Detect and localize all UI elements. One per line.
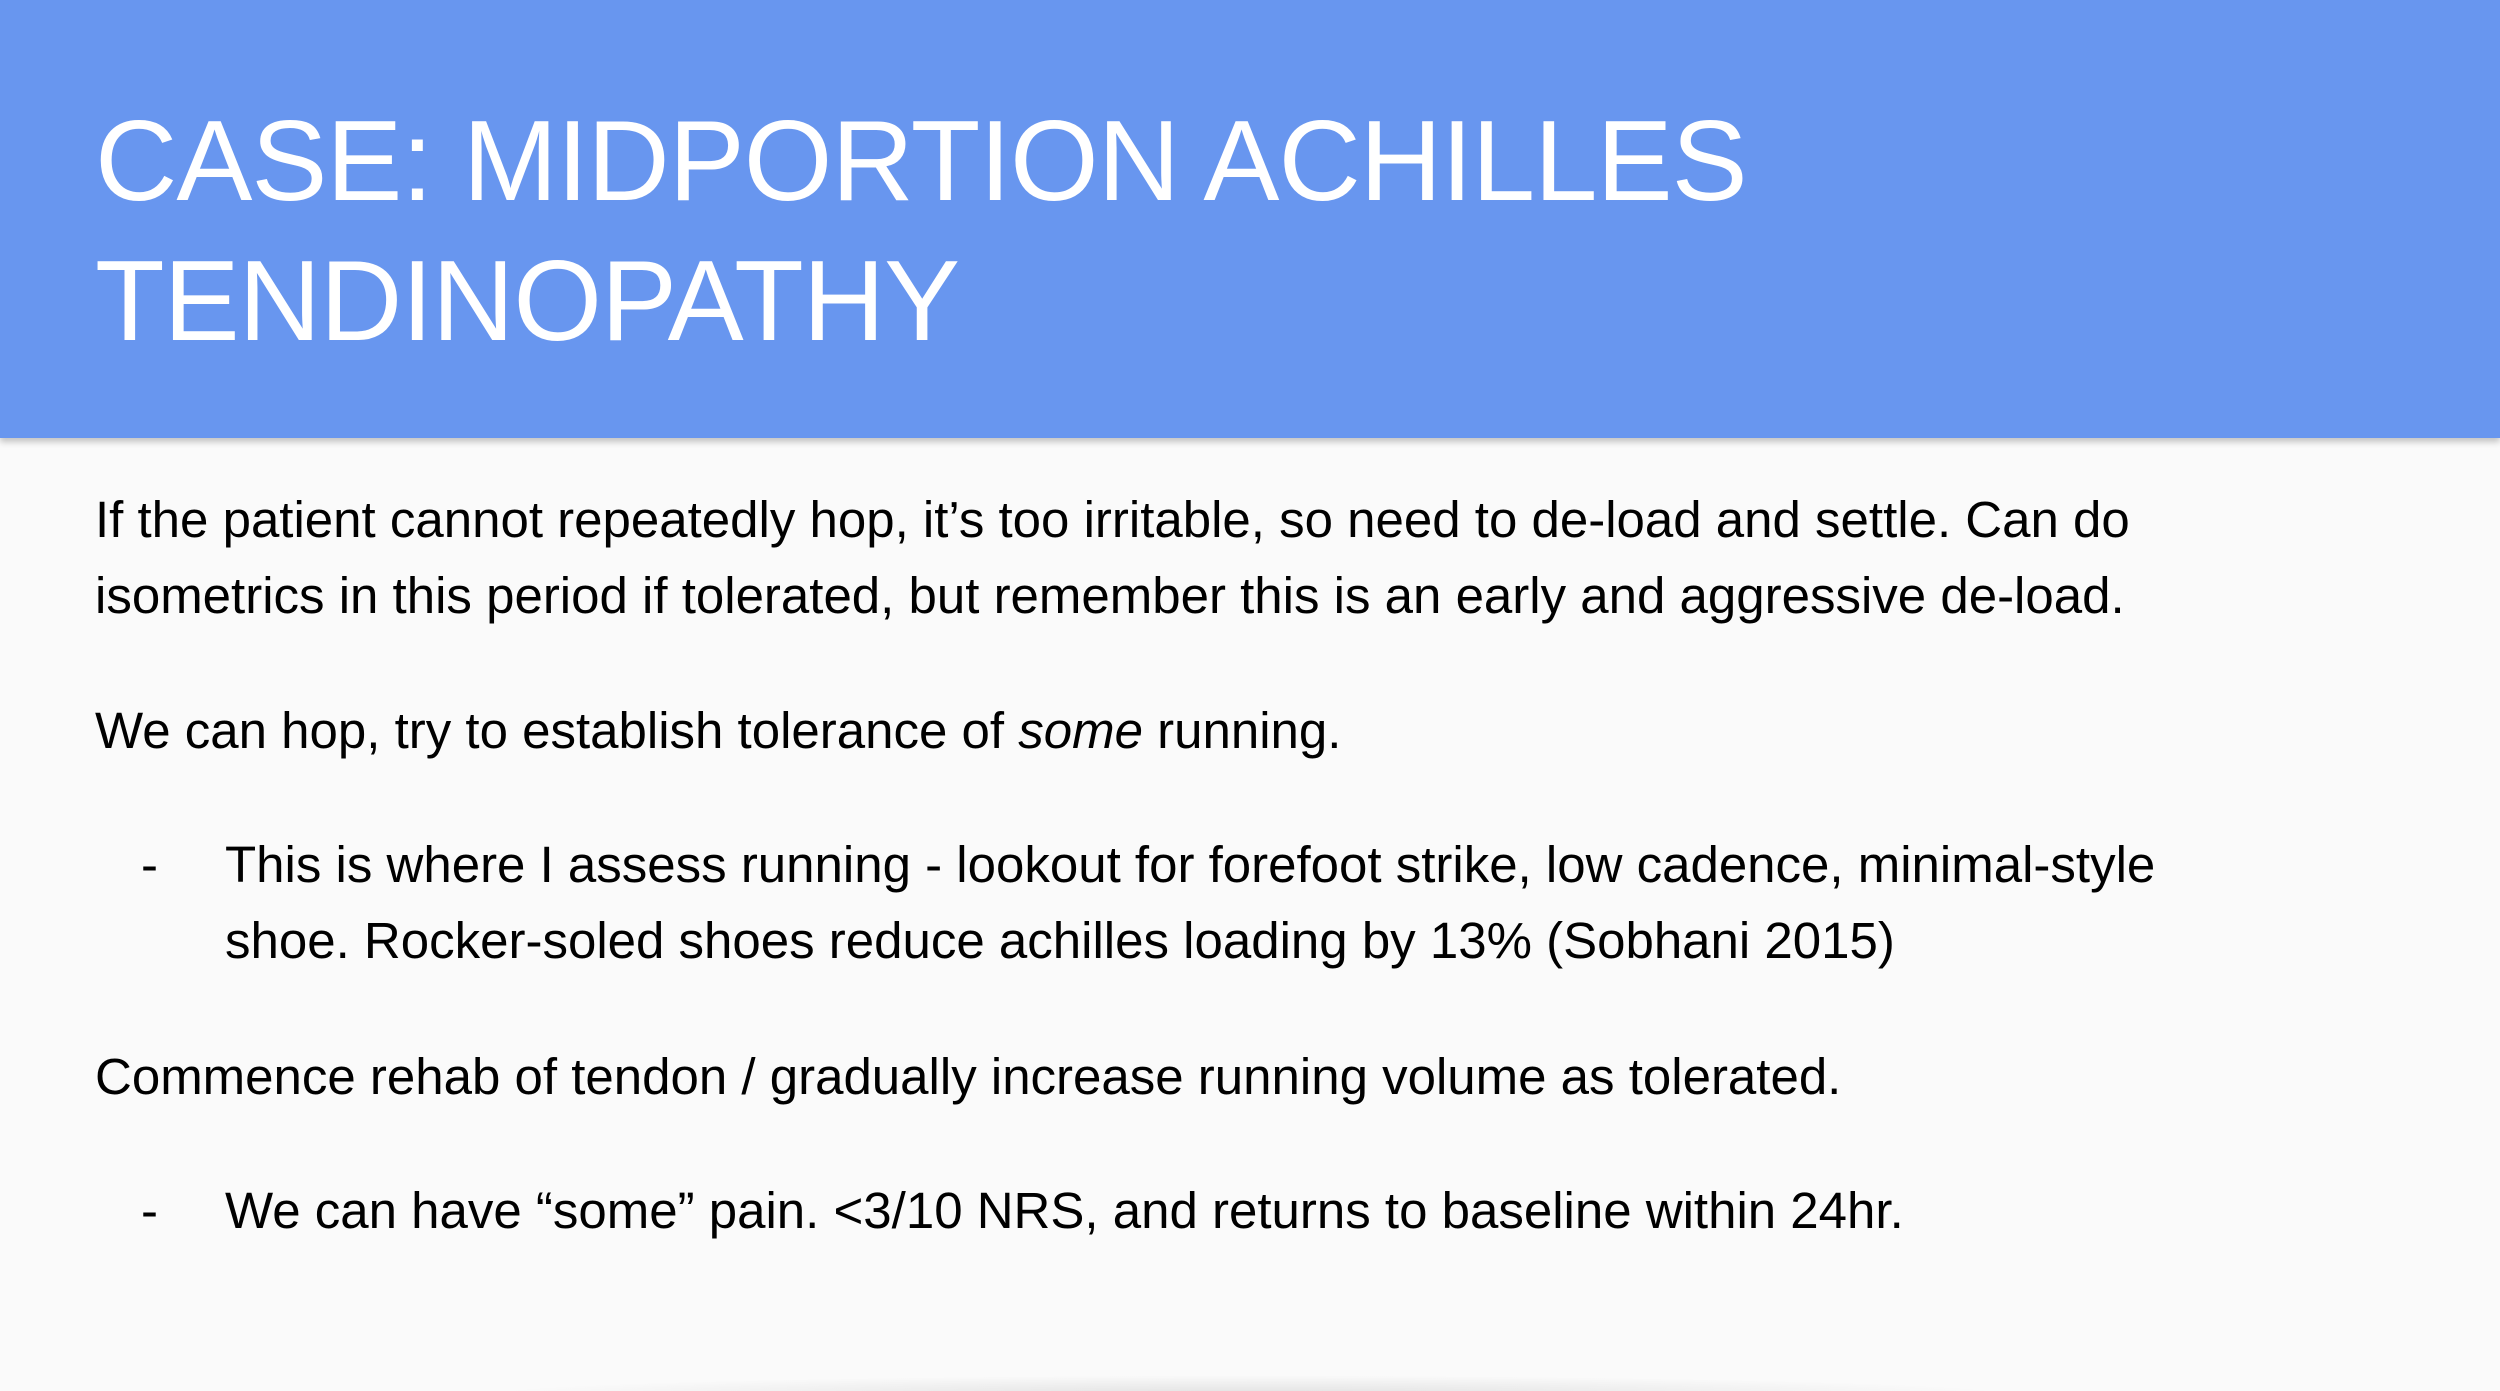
paragraph-rehab: Commence rehab of tendon / gradually increase running volume as tolerated. [95,1048,1842,1105]
paragraph-deload-line-1: If the patient cannot repeatedly hop, it’s too irritable, so need to de-load and settle. Can do [95,491,2130,548]
paragraph-deload [95,482,2130,634]
bullet-marker: - [141,1182,158,1239]
bullet-marker: - [141,836,158,893]
paragraph-hop-emphasis: some [1018,702,1143,759]
paragraph-deload-line-2: isometrics in this period if tolerated, but remember this is an early and aggressive de-load. [95,567,2125,624]
bullet-running-assessment-line-1: This is where I assess running - lookout for forefoot strike, low cadence, minimal-style [225,836,2156,893]
bullet-pain-guideline: We can have “some” pain. <3/10 NRS, and returns to baseline within 24hr. [225,1182,1904,1239]
slide-title-line-1: CASE: MIDPORTION ACHILLES [95,98,1747,225]
paragraph-hop [95,693,1341,769]
slide-title [95,92,2395,372]
slide-bottom-shadow [470,1375,2030,1391]
paragraph-hop-end: running. [1142,702,1342,759]
bullet-running-assessment [225,827,2155,979]
bullet-running-assessment-line-2: shoe. Rocker-soled shoes reduce achilles loading by 13% (Sobhani 2015) [225,912,1895,969]
paragraph-hop-start: We can hop, try to establish tolerance of [95,702,1019,759]
title-banner [0,0,2500,438]
slide-title-line-2: TENDINOPATHY [95,238,960,365]
